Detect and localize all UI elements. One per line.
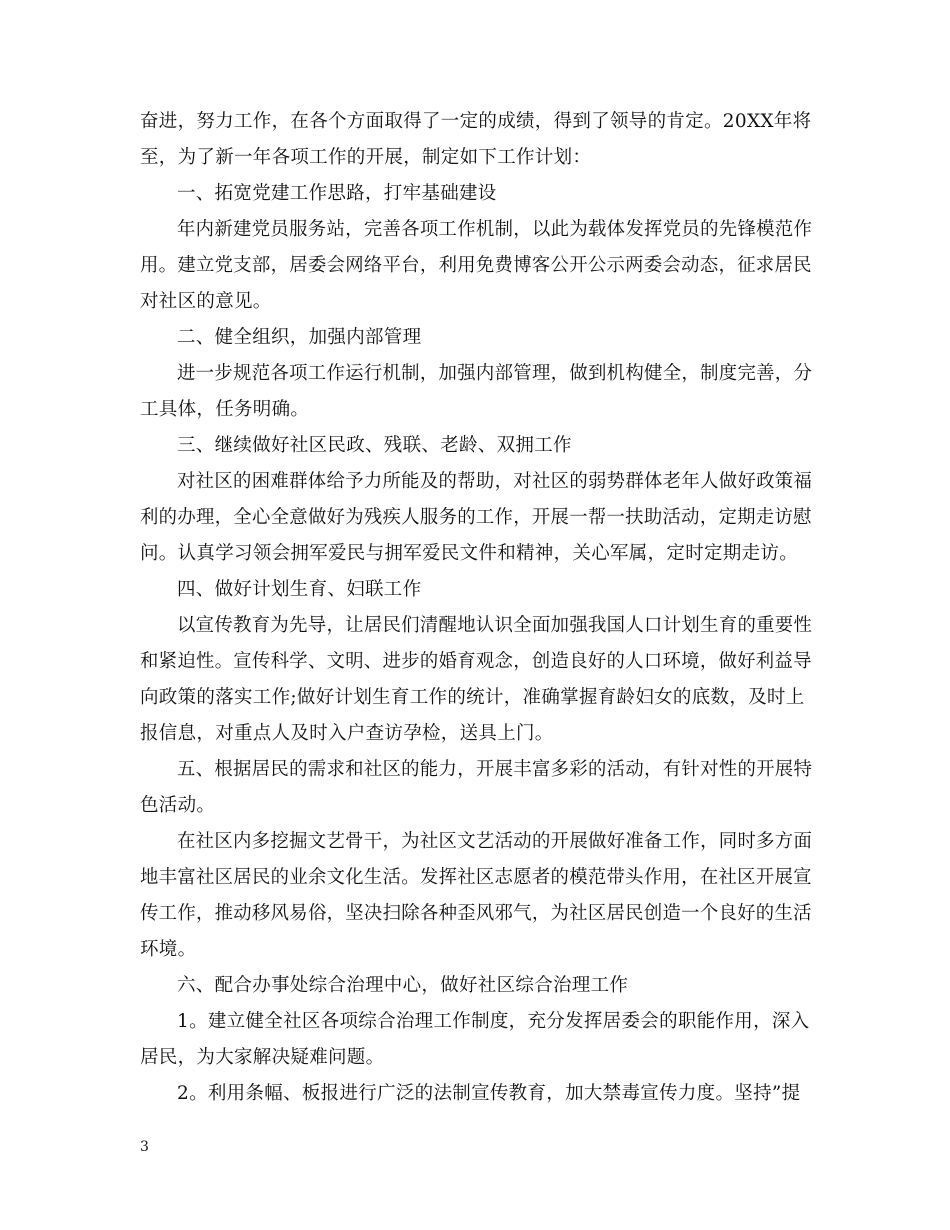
- text-line: 在社区内多挖掘文艺骨干，为社区文艺活动的开展做好准备工作，同时多方面: [177, 831, 813, 852]
- section-heading: 二、健全组织，加强内部管理: [177, 327, 422, 348]
- section-heading: 三、继续做好社区民政、残联、老龄、双拥工作: [177, 435, 572, 456]
- text-line: 向政策的落实工作;做好计划生育工作的统计，准确掌握育龄妇女的底数，及时上: [140, 687, 805, 708]
- text-line: 问。认真学习领会拥军爱民与拥军爱民文件和精神，关心军属，定时定期走访。: [140, 543, 799, 564]
- text-line: 对社区的意见。: [140, 291, 272, 312]
- text-line: 工具体，任务明确。: [140, 399, 310, 420]
- text-line: 报信息，对重点人及时入户查访孕检，送具上门。: [140, 723, 554, 744]
- text-line: 至，为了新一年各项工作的开展，制定如下工作计划：: [140, 147, 592, 168]
- text-line: 和紧迫性。宣传科学、文明、进步的婚育观念，创造良好的人口环境，做好利益导: [140, 651, 812, 672]
- text-line: 环境。: [140, 939, 197, 960]
- section-heading: 六、配合办事处综合治理中心，做好社区综合治理工作: [177, 975, 629, 996]
- text-line: 进一步规范各项工作运行机制，加强内部管理，做到机构健全，制度完善，分: [177, 363, 813, 384]
- text-line: 用。建立党支部，居委会网络平台，利用免费博客公开公示两委会动态，征求居民: [140, 255, 812, 276]
- section-heading: 一、拓宽党建工作思路，打牢基础建设: [177, 183, 497, 204]
- text-line: 传工作，推动移风易俗，坚决扫除各种歪风邪气，为社区居民创造一个良好的生活: [140, 903, 812, 924]
- text-line: 奋进，努力工作，在各个方面取得了一定的成绩，得到了领导的肯定。20XX年将: [140, 111, 812, 132]
- page-number: 3: [140, 1139, 149, 1155]
- text-line: 居民，为大家解决疑难问题。: [140, 1047, 385, 1068]
- section-heading: 四、做好计划生育、妇联工作: [177, 579, 422, 600]
- section-heading: 五、根据居民的需求和社区的能力，开展丰富多彩的活动，有针对性的开展特: [177, 759, 813, 780]
- text-line: 以宣传教育为先导，让居民们清醒地认识全面加强我国人口计划生育的重要性: [177, 615, 813, 636]
- text-line: 利的办理，全心全意做好为残疾人服务的工作，开展一帮一扶助活动，定期走访慰: [140, 507, 812, 528]
- text-line: 色活动。: [140, 795, 216, 816]
- text-line: 地丰富社区居民的业余文化生活。发挥社区志愿者的模范带头作用，在社区开展宣: [140, 867, 812, 888]
- text-line: 对社区的困难群体给予力所能及的帮助，对社区的弱势群体老年人做好政策福: [177, 471, 813, 492]
- text-line: 年内新建党员服务站，完善各项工作机制，以此为载体发挥党员的先锋模范作: [177, 219, 813, 240]
- text-line: 2。利用条幅、板报进行广泛的法制宣传教育，加大禁毒宣传力度。坚持”提: [177, 1083, 801, 1104]
- text-line: 1。建立健全社区各项综合治理工作制度，充分发挥居委会的职能作用，深入: [177, 1011, 810, 1032]
